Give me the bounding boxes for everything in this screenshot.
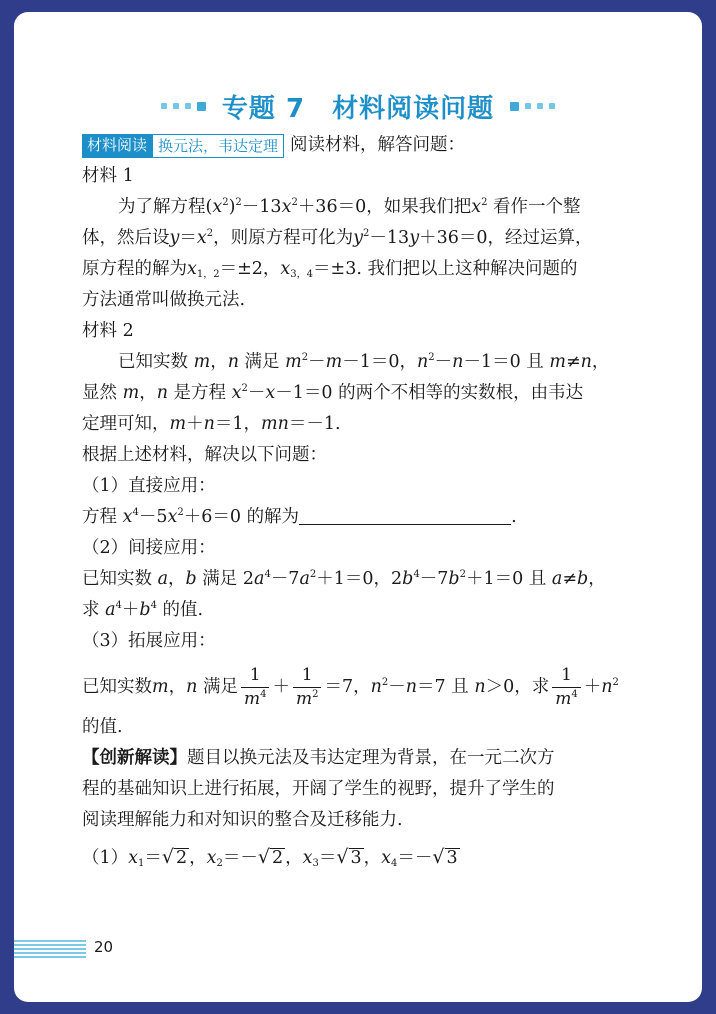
topic-tag bbox=[82, 134, 284, 158]
page-title: 专题 7 材料阅读问题 bbox=[221, 93, 495, 124]
material1-line4: 方法通常叫做换元法. bbox=[82, 290, 246, 310]
material1-line3: 原方程的解为$x_{1,2}=\pm 2$，$x_{3,4}=\pm 3$. 我们把以上这种解决问题的 bbox=[82, 259, 578, 280]
q2-text-line1: 已知实数 a，b 满足 $2a^4-7a^2+1=0$，$2b^4-7b^2+1=0$ 且 a≠b， bbox=[82, 569, 606, 589]
material2-line1: 已知实数 m，n 满足 $m^2-m-1=0$，$n^2-n-1=0$ 且 m≠n， bbox=[118, 352, 610, 372]
tag-method: 换元法，韦达定理 bbox=[152, 134, 284, 158]
q3-label: （3）拓展应用： bbox=[82, 631, 216, 651]
q3-text-line2: 的值. bbox=[82, 717, 123, 737]
q3-text-line1: 已知实数m，n 满足 $\frac{1}{m^4}$ ＋ $\frac{1}{m^2}$ ＝7，$n^2-n=7$ 且 n＞0，求 $\frac{1}{m^4}$ $+n^2$ bbox=[82, 665, 619, 709]
q1-label: （1）直接应用： bbox=[82, 476, 216, 496]
page-number: 20 bbox=[94, 938, 114, 956]
title-row bbox=[14, 84, 702, 128]
material1-line2: 体，然后设$y=x^2$，则原方程可化为$y^2-13y+36=0$，经过运算， bbox=[82, 228, 593, 248]
title-decoration-left bbox=[161, 102, 206, 111]
tag-material-reading: 材料阅读 bbox=[82, 134, 152, 158]
answer-blank bbox=[299, 506, 511, 525]
q2-label: （2）间接应用： bbox=[82, 538, 216, 558]
material2-line3: 定理可知，m＋n＝1，mn＝－1. bbox=[82, 414, 341, 434]
title-decoration-right bbox=[510, 102, 555, 111]
material2-line2: 显然 m，n 是方程 $x^2-x-1=0$ 的两个不相等的实数根，由韦达 bbox=[82, 383, 584, 403]
intro-line bbox=[82, 130, 642, 161]
material1-label: 材料 1 bbox=[82, 166, 134, 186]
intro-text: 阅读材料，解答问题： bbox=[290, 135, 466, 155]
fraction-1-over-m4: $\frac{1}{m^4}$ bbox=[241, 667, 270, 708]
fraction-1-over-m2: $\frac{1}{m^2}$ bbox=[293, 667, 322, 708]
answer-line: $(1)x_1=√$ 2 ，$x_2=-√$ 2 ，$x_3=√$ 3 ，$x_4=-√$ 3 bbox=[82, 846, 458, 869]
page bbox=[14, 12, 702, 1002]
fraction-1-over-m4-b: $\frac{1}{m^4}$ bbox=[552, 667, 581, 708]
analysis-line3: 阅读理解能力和对知识的整合及迁移能力. bbox=[82, 810, 403, 830]
q2-text-line2: 求 $a^4+b^4$ 的值. bbox=[82, 600, 204, 620]
task-intro: 根据上述材料，解决以下问题： bbox=[82, 445, 327, 465]
material1-line1: 为了解方程$(x^2)^2-13x^2+36=0$，如果我们把$x^2$ 看作一个整 bbox=[118, 197, 581, 217]
q1-text: 方程 $x^4-5x^2+6=0$ 的解为 . bbox=[82, 507, 517, 527]
content bbox=[82, 130, 642, 874]
material2-label: 材料 2 bbox=[82, 321, 134, 341]
analysis-label: 【创新解读】 bbox=[82, 748, 187, 768]
footer-decoration bbox=[14, 940, 86, 958]
analysis-line2: 程的基础知识上进行拓展，开阔了学生的视野，提升了学生的 bbox=[82, 779, 555, 799]
analysis-line1: 【创新解读】题目以换元法及韦达定理为背景，在一元二次方 bbox=[82, 748, 555, 768]
